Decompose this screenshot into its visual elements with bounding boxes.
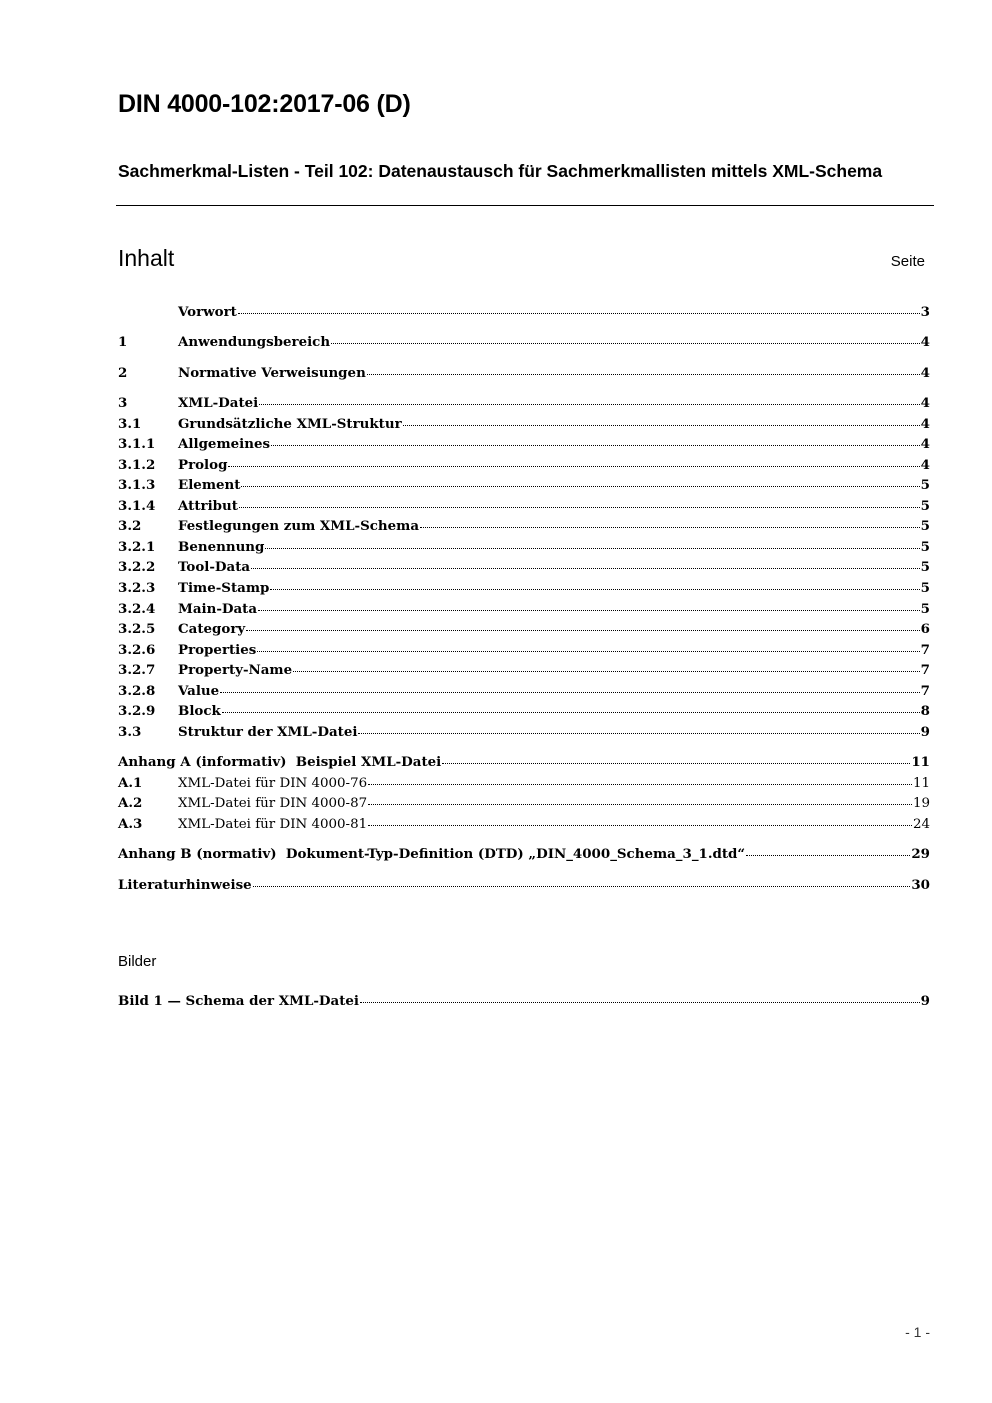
toc-entry-page: 8: [920, 703, 930, 719]
toc-entry-page: 4: [920, 334, 930, 350]
toc-entry-number: 3.2.2: [118, 559, 156, 575]
toc-entry-a-1[interactable]: [118, 773, 930, 793]
toc-entry-page: 29: [911, 846, 930, 862]
toc-dot-leader: [293, 660, 920, 674]
toc-entry-page: 5: [920, 539, 930, 555]
toc-entry-number: 3.1.2: [118, 457, 156, 473]
toc-entry-page: 5: [920, 477, 930, 493]
toc-entry-title: Block: [178, 703, 221, 719]
toc-dot-leader: [746, 844, 910, 858]
toc-dot-leader: [265, 537, 919, 551]
toc-dot-leader: [222, 701, 920, 715]
toc-entry-3-2-7[interactable]: [118, 660, 930, 680]
toc-heading: Inhalt: [118, 245, 175, 271]
toc-page-label: Seite: [890, 253, 925, 270]
toc-dot-leader: [241, 475, 919, 489]
toc-entry-title: Anhang A (informativ) Beispiel XML-Datei: [118, 754, 442, 770]
toc-entry-title: Grundsätzliche XML-Struktur: [178, 416, 402, 432]
toc-entry-3-1[interactable]: [118, 414, 930, 434]
toc-entry-title: XML-Datei für DIN 4000-81: [178, 817, 368, 832]
toc-entry-3-1-1[interactable]: [118, 434, 930, 454]
toc-dot-leader: [251, 557, 920, 571]
toc-entry-title: XML-Datei: [178, 395, 259, 411]
toc-dot-leader: [239, 496, 920, 510]
page-number: - 1 -: [905, 1324, 930, 1340]
toc-dot-leader: [257, 640, 919, 654]
toc-entry-page: 4: [920, 457, 930, 473]
toc-entry-2[interactable]: [118, 363, 930, 383]
toc-dot-leader: [258, 599, 920, 613]
toc-entry-number: 1: [118, 334, 128, 350]
toc-dot-leader: [368, 814, 912, 828]
toc-entry-title: Anhang B (normativ) Dokument-Typ-Definition (DTD) „DIN_4000_Schema_3_1.dtd“: [118, 846, 746, 862]
toc-entry-3-2-8[interactable]: [118, 681, 930, 701]
toc-entry-3-2-2[interactable]: [118, 557, 930, 577]
toc-entry-anhang-a[interactable]: [118, 752, 930, 772]
toc-entry-title: Time-Stamp: [178, 580, 270, 596]
toc-entry-number: 2: [118, 365, 128, 381]
toc-dot-leader: [246, 619, 920, 633]
toc-entry-page: 5: [920, 518, 930, 534]
toc-entry-page: 5: [920, 601, 930, 617]
toc-entry-title: Tool-Data: [178, 559, 251, 575]
toc-entry-number: 3.1.1: [118, 436, 156, 452]
toc-entry-page: 30: [911, 877, 930, 893]
toc-entry-page: 11: [912, 776, 930, 791]
toc-entry-title: Literaturhinweise: [118, 877, 252, 893]
toc-entry-3-1-3[interactable]: [118, 475, 930, 495]
toc-entry-page: 24: [912, 817, 930, 832]
toc-entry-page: 4: [920, 395, 930, 411]
toc-entry-page: 7: [920, 683, 930, 699]
toc-dot-leader: [360, 991, 920, 1005]
toc-entry-3-2-3[interactable]: [118, 578, 930, 598]
toc-entry-title: XML-Datei für DIN 4000-76: [178, 776, 368, 791]
toc-entry-3-3[interactable]: [118, 722, 930, 742]
toc-entry-anhang-b[interactable]: [118, 844, 930, 864]
toc-entry-3-2-1[interactable]: [118, 537, 930, 557]
toc-entry-3-2-4[interactable]: [118, 599, 930, 619]
toc-entry-number: 3.2.9: [118, 703, 156, 719]
toc-entry-number: 3.2.8: [118, 683, 156, 699]
toc-entry-number: A.3: [118, 816, 143, 832]
toc-entry-number: 3.1.3: [118, 477, 156, 493]
toc-entry-page: 4: [920, 416, 930, 432]
toc-entry-number: A.2: [118, 795, 143, 811]
toc-entry-3-2-9[interactable]: [118, 701, 930, 721]
toc-entry-page: 3: [920, 304, 930, 320]
toc-entry-number: A.1: [118, 775, 143, 791]
toc-entry-title: Main-Data: [178, 601, 258, 617]
figure-entry-title: Bild 1 — Schema der XML-Datei: [118, 993, 359, 1009]
toc-entry-title: Allgemeines: [178, 436, 271, 452]
toc-entry-page: 7: [920, 642, 930, 658]
toc-entry-page: 5: [920, 580, 930, 596]
toc-entry-number: 3.2.1: [118, 539, 156, 555]
toc-entry-page: 5: [920, 498, 930, 514]
toc-entry-3-2-5[interactable]: [118, 619, 930, 639]
toc-entry-page: 4: [920, 436, 930, 452]
toc-entry-number: 3.3: [118, 724, 142, 740]
toc-entry-title: XML-Datei für DIN 4000-87: [178, 796, 368, 811]
toc-entry-3-2[interactable]: [118, 516, 930, 536]
toc-entry-3-1-2[interactable]: [118, 455, 930, 475]
toc-entry-3-1-4[interactable]: [118, 496, 930, 516]
toc-dot-leader: [270, 578, 919, 592]
toc-entry-title: Category: [178, 621, 246, 637]
toc-dot-leader: [367, 363, 920, 377]
toc-entry-page: 19: [912, 796, 930, 811]
toc-entry-number: 3.2.7: [118, 662, 156, 678]
toc-dot-leader: [238, 302, 920, 316]
toc-entry-literaturhinweise[interactable]: [118, 875, 930, 895]
toc-entry-a-3[interactable]: [118, 814, 930, 834]
toc-entry-page: 4: [920, 365, 930, 381]
toc-entry-number: 3.1: [118, 416, 142, 432]
toc-entry-page: 9: [920, 724, 930, 740]
toc-entry-number: 3.1.4: [118, 498, 156, 514]
toc-entry-title: Anwendungsbereich: [178, 334, 331, 350]
toc-entry-3-2-6[interactable]: [118, 640, 930, 660]
toc-entry-title: Normative Verweisungen: [178, 365, 366, 381]
toc-entry-page: 5: [920, 559, 930, 575]
toc-entry-title: Element: [178, 477, 241, 493]
figure-entry-page: 9: [920, 993, 930, 1009]
toc-entry-number: 3.2.4: [118, 601, 156, 617]
toc-entry-number: 3: [118, 395, 128, 411]
toc-entry-title: Value: [178, 683, 220, 699]
toc-entry-3[interactable]: [118, 393, 930, 413]
toc-entry-title: Benennung: [178, 539, 265, 555]
toc-entry-page: 11: [911, 754, 930, 770]
toc-dot-leader: [253, 875, 911, 889]
toc-entry-title: Vorwort: [178, 304, 237, 320]
toc-entry-page: 7: [920, 662, 930, 678]
figure-entry-bild-1[interactable]: [118, 991, 930, 1011]
toc-dot-leader: [259, 393, 919, 407]
toc-entry-title: Attribut: [178, 498, 238, 514]
toc-dot-leader: [331, 332, 920, 346]
document-title: DIN 4000-102:2017-06 (D): [118, 90, 411, 118]
toc-entry-number: 3.2.6: [118, 642, 156, 658]
toc-dot-leader: [368, 793, 912, 807]
toc-entry-1[interactable]: [118, 332, 930, 352]
toc-dot-leader: [442, 752, 910, 766]
figures-heading: Bilder: [118, 953, 157, 970]
toc-entry-number: 3.2.3: [118, 580, 156, 596]
toc-entry-title: Struktur der XML-Datei: [178, 724, 358, 740]
toc-entry-vorwort[interactable]: [118, 302, 930, 322]
toc-entry-title: Property-Name: [178, 662, 293, 678]
document-subtitle: Sachmerkmal-Listen - Teil 102: Datenaustausch für Sachmerkmallisten mittels XML-Schema: [118, 161, 883, 181]
toc-dot-leader: [368, 773, 912, 787]
toc-dot-leader: [358, 722, 919, 736]
toc-dot-leader: [420, 516, 920, 530]
title-divider: [116, 205, 934, 206]
toc-entry-title: Properties: [178, 642, 257, 658]
toc-entry-page: 6: [920, 621, 930, 637]
toc-entry-number: 3.2: [118, 518, 142, 534]
toc-entry-number: 3.2.5: [118, 621, 156, 637]
toc-dot-leader: [271, 434, 920, 448]
toc-entry-title: Prolog: [178, 457, 228, 473]
toc-dot-leader: [220, 681, 919, 695]
toc-dot-leader: [228, 455, 919, 469]
toc-dot-leader: [403, 414, 920, 428]
toc-entry-title: Festlegungen zum XML-Schema: [178, 518, 420, 534]
toc-entry-a-2[interactable]: [118, 793, 930, 813]
